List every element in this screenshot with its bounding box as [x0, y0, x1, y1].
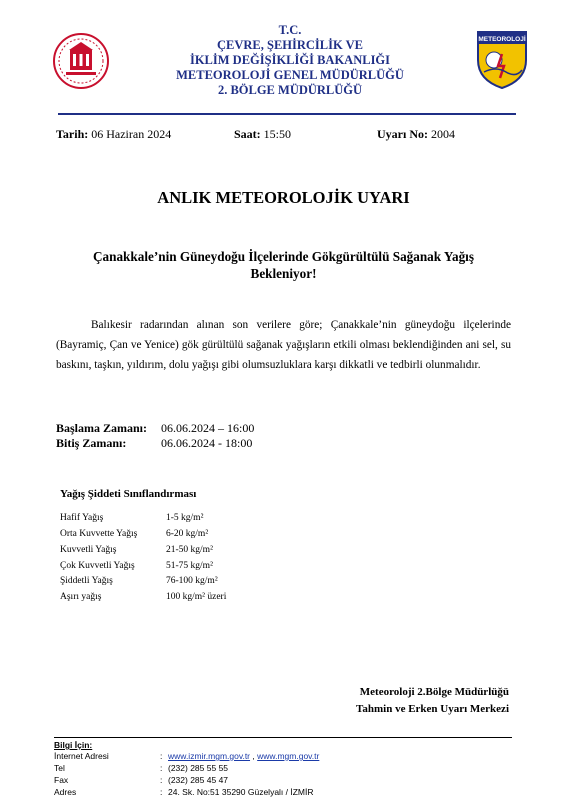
website-separator: ,	[252, 751, 255, 761]
end-time-row	[56, 436, 252, 451]
info-row-fax	[54, 775, 514, 787]
header-line-tc: T.C.	[278, 23, 302, 37]
start-time-value: 06.06.2024 – 16:00	[161, 421, 255, 435]
info-row-tel	[54, 763, 514, 775]
warning-number-label: Uyarı No:	[377, 127, 428, 141]
classification-name: Çok Kuvvetli Yağış	[60, 561, 135, 571]
ministry-logo	[52, 32, 110, 90]
footer-divider	[54, 737, 512, 738]
info-value-address: 24. Sk. No:51 35290 Güzelyalı / İZMİR	[168, 787, 314, 797]
info-value-fax: (232) 285 45 47	[168, 775, 229, 785]
info-title: Bilgi İçin:	[54, 740, 93, 750]
date-value: 06 Haziran 2024	[91, 127, 172, 141]
classification-name: Kuvvetli Yağış	[60, 545, 117, 555]
classification-name: Hafif Yağış	[60, 513, 104, 523]
start-time-row	[56, 421, 254, 436]
end-time-label: Bitiş Zamanı:	[56, 436, 127, 450]
start-time-label: Başlama Zamanı:	[56, 421, 148, 435]
header-line-directorate: METEOROLOJİ GENEL MÜDÜRLÜĞÜ	[176, 68, 404, 82]
website-link-mgm[interactable]: www.mgm.gov.tr	[257, 751, 320, 761]
info-row-address	[54, 787, 514, 799]
classification-name: Orta Kuvvette Yağış	[60, 529, 138, 539]
time-field	[234, 127, 291, 142]
info-row-web	[54, 751, 514, 763]
info-label-fax: Fax	[54, 775, 69, 785]
page-title: ANLIK METEOROLOJİK UYARI	[157, 188, 410, 207]
info-label-web: İnternet Adresi	[54, 751, 109, 761]
end-time-value: 06.06.2024 - 18:00	[161, 436, 253, 450]
signature-line-2: Tahmin ve Erken Uyarı Merkezi	[356, 703, 509, 715]
info-value-web	[168, 751, 319, 761]
logo-text: METEOROLOJİ	[478, 36, 526, 43]
classification-value: 100 kg/m² üzeri	[166, 592, 227, 602]
header-line-ministry-2: İKLİM DEĞİŞİKLİĞİ BAKANLIĞI	[189, 53, 391, 67]
info-colon: :	[160, 763, 163, 773]
classification-value: 21-50 kg/m²	[166, 545, 213, 555]
warning-body: Balıkesir radarından alınan son verilere göre; Çanakkale’nin güneydoğu ilçelerinde (Bayramiç, Çan ve Yenice) gök gürültülü sağanak yağışların etkili olması beklendiğinden ani sel, su baskını, taşkın, yıldırım, dolu yağışı gibi olumsuzluklara karşı dikkatli ve tedbirli olunmalıdır.	[56, 319, 511, 371]
date-label: Tarih:	[56, 127, 89, 141]
warning-number-field	[377, 127, 455, 142]
info-label-tel: Tel	[54, 763, 65, 773]
classification-name: Aşırı yağış	[60, 592, 102, 602]
classification-value: 6-20 kg/m²	[166, 529, 209, 539]
website-link-izmir[interactable]: www.izmir.mgm.gov.tr	[168, 751, 251, 761]
info-value-tel: (232) 285 55 55	[168, 763, 229, 773]
meteoroloji-logo	[476, 30, 528, 90]
signature-block	[356, 684, 509, 718]
classification-title: Yağış Şiddeti Sınıflandırması	[60, 488, 197, 500]
warning-number-value: 2004	[431, 127, 455, 141]
headline-line-1: Çanakkale’nin Güneydoğu İlçelerinde Gökgürültülü Sağanak Yağış	[93, 249, 474, 264]
header-line-region: 2. BÖLGE MÜDÜRLÜĞÜ	[217, 83, 363, 97]
signature-line-1: Meteoroloji 2.Bölge Müdürlüğü	[359, 686, 509, 698]
classification-value: 76-100 kg/m²	[166, 576, 218, 586]
date-field	[56, 127, 171, 142]
warning-headline	[80, 248, 487, 282]
info-label-address: Adres	[54, 787, 77, 797]
time-value: 15:50	[263, 127, 292, 141]
info-colon: :	[160, 775, 163, 785]
headline-line-2: Bekleniyor!	[250, 266, 317, 281]
classification-value: 51-75 kg/m²	[166, 561, 213, 571]
info-colon: :	[160, 787, 163, 797]
header-divider	[58, 113, 516, 115]
info-colon: :	[160, 751, 163, 761]
time-label: Saat:	[234, 127, 261, 141]
header-line-ministry-1: ÇEVRE, ŞEHİRCİLİK VE	[217, 38, 363, 52]
classification-value: 1-5 kg/m²	[166, 513, 204, 523]
classification-name: Şiddetli Yağış	[60, 576, 113, 586]
